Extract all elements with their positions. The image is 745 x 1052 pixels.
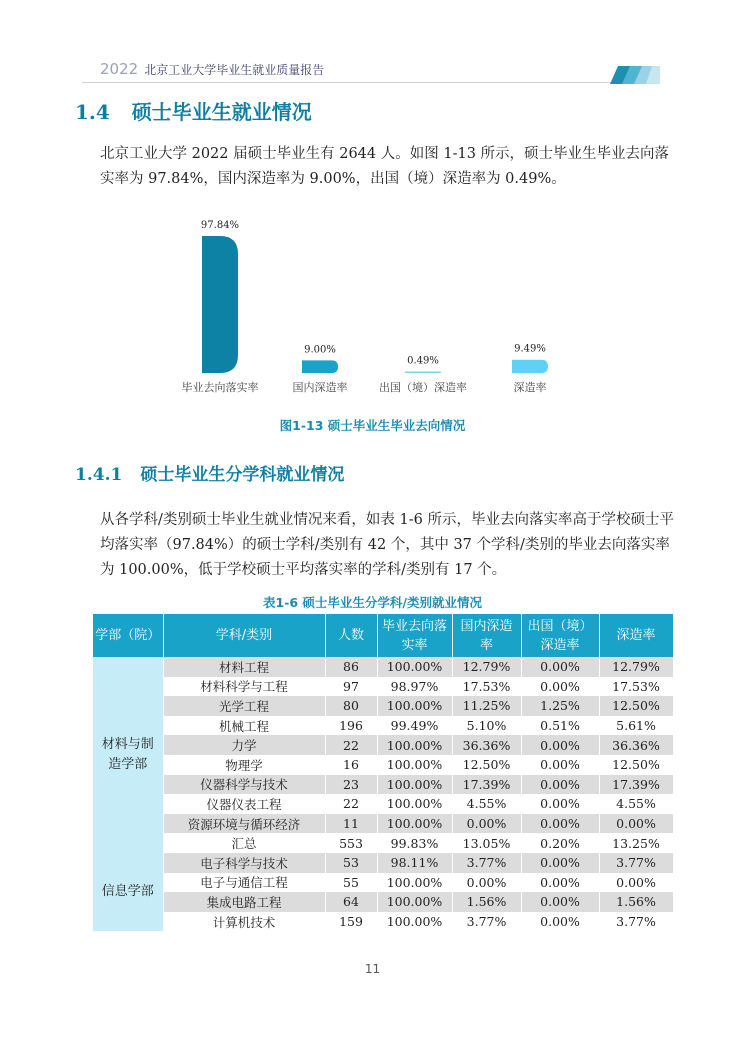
header-domestic-rate: 国内深造率 <box>452 614 521 657</box>
table-row <box>93 853 673 873</box>
section-heading <box>75 96 312 125</box>
domestic-rate-cell: 1.56% <box>452 892 521 912</box>
table-row <box>93 735 673 755</box>
discipline-cell: 电子与通信工程 <box>163 873 325 893</box>
domestic-rate-cell: 11.25% <box>452 696 521 716</box>
table-row <box>93 873 673 893</box>
abroad-rate-cell: 0.00% <box>521 814 599 834</box>
table-row <box>93 716 673 736</box>
further-study-rate-cell: 3.77% <box>599 912 673 932</box>
table-row <box>93 775 673 795</box>
domestic-rate-cell: 3.77% <box>452 853 521 873</box>
chart-data-label: 97.84% <box>200 220 240 232</box>
discipline-cell: 物理学 <box>163 755 325 775</box>
placement-rate-cell: 98.97% <box>377 677 452 697</box>
placement-rate-cell: 100.00% <box>377 696 452 716</box>
domestic-rate-cell: 36.36% <box>452 735 521 755</box>
dept-cell: 材料与制造学部 <box>93 657 163 853</box>
chart-category-label: 出国（境）深造率 <box>379 381 467 394</box>
placement-rate-cell: 99.83% <box>377 833 452 853</box>
chart-data-label: 0.49% <box>407 355 439 367</box>
table-row <box>93 912 673 932</box>
count-cell: 22 <box>325 735 377 755</box>
chart-bar <box>202 236 238 373</box>
further-study-rate-cell: 36.36% <box>599 735 673 755</box>
table-caption: 表1-6 硕士毕业生分学科/类别就业情况 <box>262 595 482 610</box>
abroad-rate-cell: 0.00% <box>521 853 599 873</box>
count-cell: 159 <box>325 912 377 932</box>
placement-rate-cell: 100.00% <box>377 892 452 912</box>
chart-bar <box>302 360 338 373</box>
domestic-rate-cell: 4.55% <box>452 794 521 814</box>
domestic-rate-cell: 3.77% <box>452 912 521 932</box>
placement-rate-cell: 100.00% <box>377 873 452 893</box>
count-cell: 53 <box>325 853 377 873</box>
discipline-cell: 材料科学与工程 <box>163 677 325 697</box>
domestic-rate-cell: 0.00% <box>452 814 521 834</box>
subsection-heading <box>75 460 344 485</box>
placement-rate-cell: 99.49% <box>377 716 452 736</box>
discipline-cell: 力学 <box>163 735 325 755</box>
header-discipline: 学科/类别 <box>163 614 325 657</box>
further-study-rate-cell: 5.61% <box>599 716 673 736</box>
discipline-cell: 光学工程 <box>163 696 325 716</box>
discipline-cell: 材料工程 <box>163 657 325 677</box>
abroad-rate-cell: 0.00% <box>521 657 599 677</box>
section-title: 硕士毕业生就业情况 <box>131 100 312 124</box>
further-study-rate-cell: 0.00% <box>599 814 673 834</box>
chart-category-label: 毕业去向落实率 <box>181 381 259 394</box>
domestic-rate-cell: 12.50% <box>452 755 521 775</box>
domestic-rate-cell: 17.39% <box>452 775 521 795</box>
abroad-rate-cell: 0.00% <box>521 775 599 795</box>
count-cell: 553 <box>325 833 377 853</box>
count-cell: 23 <box>325 775 377 795</box>
domestic-rate-cell: 17.53% <box>452 677 521 697</box>
discipline-cell: 资源环境与循环经济 <box>163 814 325 834</box>
discipline-cell: 电子科学与技术 <box>163 853 325 873</box>
dept-cell: 信息学部 <box>93 853 163 931</box>
abroad-rate-cell: 0.00% <box>521 755 599 775</box>
table-row <box>93 677 673 697</box>
domestic-rate-cell: 5.10% <box>452 716 521 736</box>
placement-rate-cell: 100.00% <box>377 814 452 834</box>
header-decoration <box>610 66 660 84</box>
figure-caption: 图1-13 硕士毕业生毕业去向情况 <box>279 418 466 433</box>
count-cell: 22 <box>325 794 377 814</box>
abroad-rate-cell: 0.00% <box>521 735 599 755</box>
count-cell: 11 <box>325 814 377 834</box>
subsection-title: 硕士毕业生分学科就业情况 <box>140 465 345 485</box>
page-header <box>0 0 745 90</box>
placement-rate-cell: 98.11% <box>377 853 452 873</box>
further-study-rate-cell: 13.25% <box>599 833 673 853</box>
outcome-bar-chart <box>160 205 590 405</box>
count-cell: 196 <box>325 716 377 736</box>
discipline-cell: 机械工程 <box>163 716 325 736</box>
count-cell: 86 <box>325 657 377 677</box>
table-row <box>93 892 673 912</box>
header-title <box>100 60 324 78</box>
header-abroad-rate: 出国（境）深造率 <box>521 614 599 657</box>
table-header-row <box>93 614 673 657</box>
abroad-rate-cell: 0.00% <box>521 892 599 912</box>
section-number: 1.4 <box>75 100 110 124</box>
abroad-rate-cell: 0.00% <box>521 873 599 893</box>
header-dept: 学部（院） <box>93 614 163 657</box>
table-row <box>93 833 673 853</box>
header-year: 2022 <box>100 60 139 78</box>
header-count: 人数 <box>325 614 377 657</box>
employment-table <box>93 614 674 931</box>
intro-paragraph: 北京工业大学 2022 届硕士毕业生有 2644 人。如图 1-13 所示，硕士毕业生毕业去向落实率为 97.84%，国内深造率为 9.00%，出国（境）深造率为 0.49%。 <box>100 146 670 187</box>
page-number: 11 <box>364 962 381 976</box>
abroad-rate-cell: 0.00% <box>521 912 599 932</box>
domestic-rate-cell: 13.05% <box>452 833 521 853</box>
count-cell: 64 <box>325 892 377 912</box>
further-study-rate-cell: 12.50% <box>599 755 673 775</box>
chart-category-label: 深造率 <box>513 381 547 394</box>
chart-category-label: 国内深造率 <box>292 381 348 394</box>
table-row <box>93 814 673 834</box>
placement-rate-cell: 100.00% <box>377 912 452 932</box>
further-study-rate-cell: 12.79% <box>599 657 673 677</box>
header-further-study-rate: 深造率 <box>599 614 673 657</box>
table-row <box>93 794 673 814</box>
further-study-rate-cell: 4.55% <box>599 794 673 814</box>
discipline-cell: 计算机技术 <box>163 912 325 932</box>
abroad-rate-cell: 0.00% <box>521 677 599 697</box>
header-divider <box>82 82 642 83</box>
placement-rate-cell: 100.00% <box>377 794 452 814</box>
placement-rate-cell: 100.00% <box>377 755 452 775</box>
discipline-cell: 汇总 <box>163 833 325 853</box>
table-row <box>93 696 673 716</box>
abroad-rate-cell: 0.51% <box>521 716 599 736</box>
discipline-cell: 仪器仪表工程 <box>163 794 325 814</box>
chart-data-label: 9.00% <box>304 344 336 356</box>
further-study-rate-cell: 1.56% <box>599 892 673 912</box>
count-cell: 55 <box>325 873 377 893</box>
table-row <box>93 755 673 775</box>
further-study-rate-cell: 0.00% <box>599 873 673 893</box>
discipline-cell: 集成电路工程 <box>163 892 325 912</box>
abroad-rate-cell: 0.20% <box>521 833 599 853</box>
chart-bar <box>512 360 548 373</box>
subsection-number: 1.4.1 <box>75 465 123 485</box>
abroad-rate-cell: 0.00% <box>521 794 599 814</box>
count-cell: 97 <box>325 677 377 697</box>
placement-rate-cell: 100.00% <box>377 775 452 795</box>
placement-rate-cell: 100.00% <box>377 657 452 677</box>
discipline-cell: 仪器科学与技术 <box>163 775 325 795</box>
further-study-rate-cell: 17.53% <box>599 677 673 697</box>
placement-rate-cell: 100.00% <box>377 735 452 755</box>
domestic-rate-cell: 0.00% <box>452 873 521 893</box>
chart-bar <box>405 372 441 374</box>
count-cell: 80 <box>325 696 377 716</box>
table-row <box>93 657 673 677</box>
further-study-rate-cell: 12.50% <box>599 696 673 716</box>
further-study-rate-cell: 17.39% <box>599 775 673 795</box>
header-placement-rate: 毕业去向落实率 <box>377 614 452 657</box>
count-cell: 16 <box>325 755 377 775</box>
domestic-rate-cell: 12.79% <box>452 657 521 677</box>
header-report-title: 北京工业大学毕业生就业质量报告 <box>144 63 325 77</box>
chart-data-label: 9.49% <box>514 343 546 355</box>
further-study-rate-cell: 3.77% <box>599 853 673 873</box>
abroad-rate-cell: 1.25% <box>521 696 599 716</box>
discipline-paragraph: 从各学科/类别硕士毕业生就业情况来看，如表 1-6 所示，毕业去向落实率高于学校硕士平均落实率（97.84%）的硕士学科/类别有 42 个，其中 37 个学科/类别的毕业去向落实率为 100.00%，低于学校硕士平均落实率的学科/类别有 17 个。 <box>100 512 674 578</box>
